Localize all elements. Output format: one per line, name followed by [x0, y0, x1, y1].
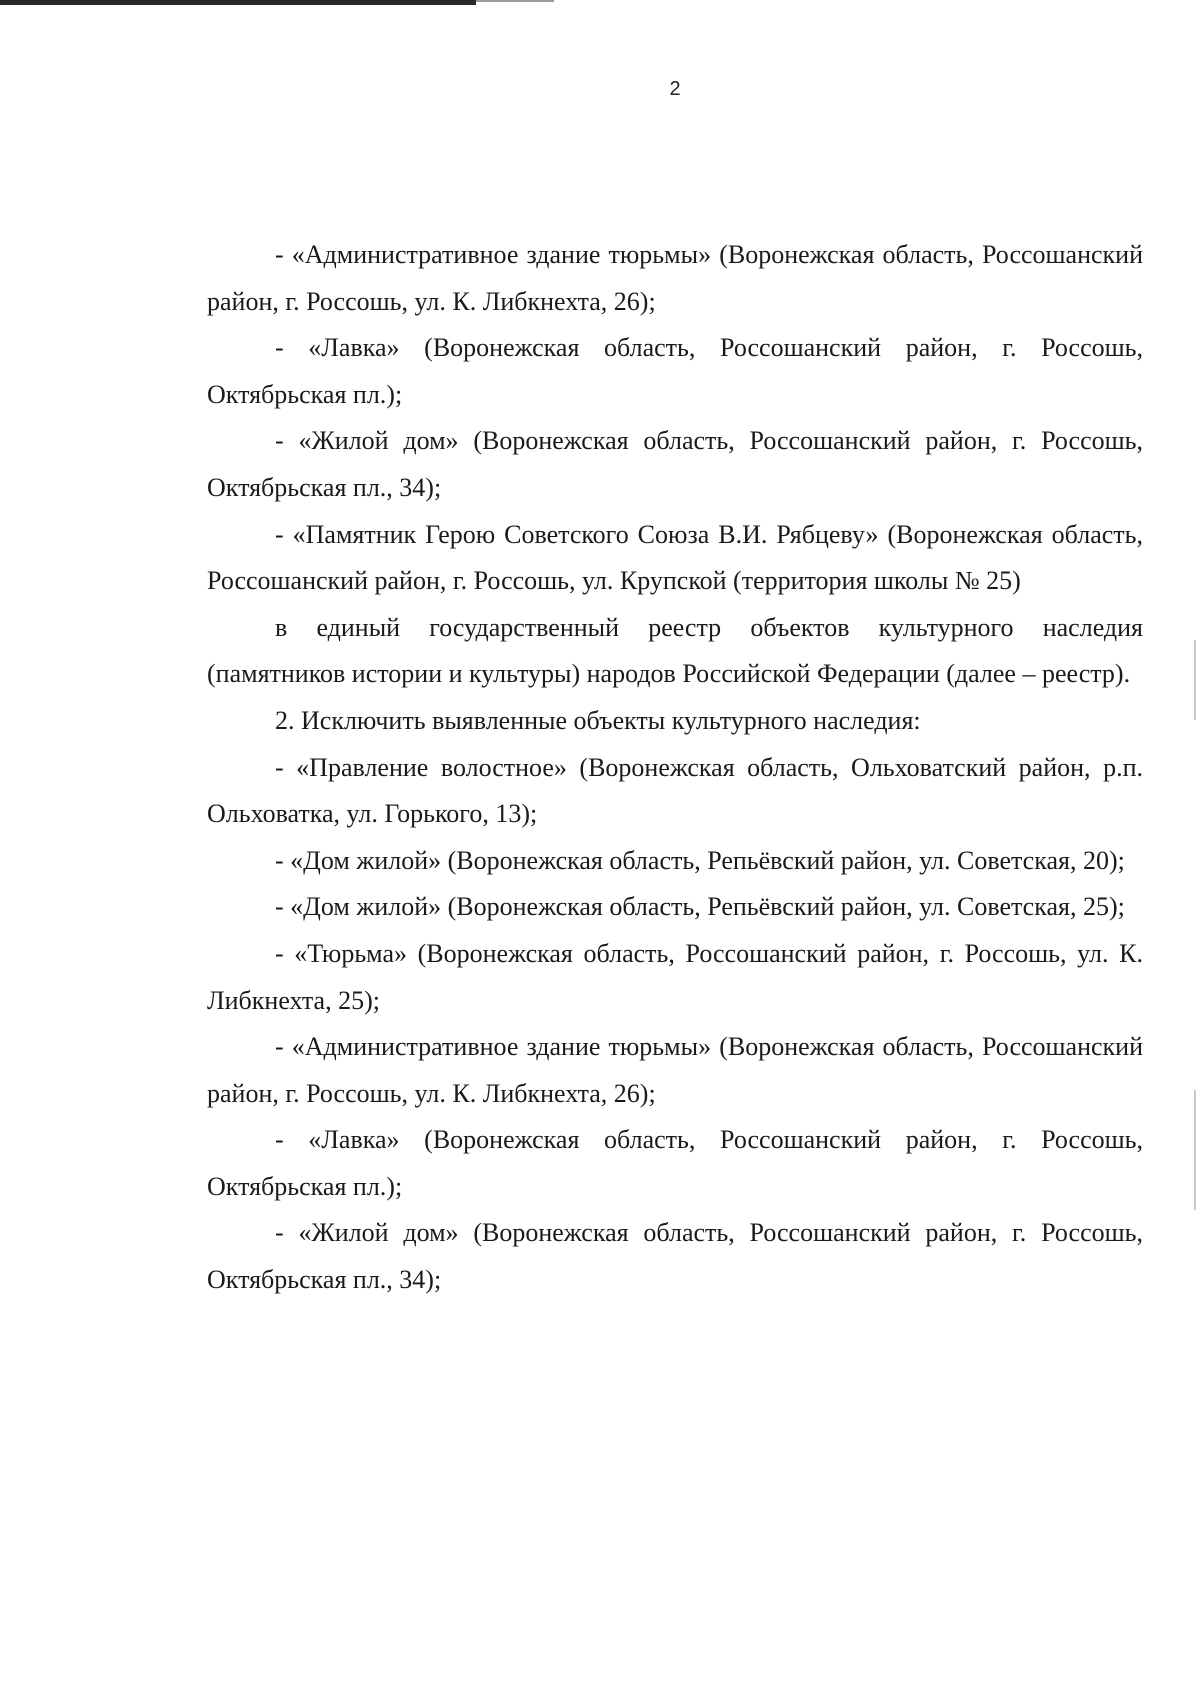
list-item: - «Административное здание тюрьмы» (Воронежская область, Россошанский район, г. Россошь, ул. К. Либкнехта, 26); [207, 240, 1143, 316]
list-item: - «Жилой дом» (Воронежская область, Россошанский район, г. Россошь, Октябрьская пл., 34); [207, 1218, 1143, 1295]
section-heading: 2. Исключить выявленные объекты культурного наследия: [275, 705, 921, 735]
scan-edge-line [0, 0, 476, 5]
list-item: - «Административное здание тюрьмы» (Воронежская область, Россошанский район, г. Россошь, ул. К. Либкнехта, 26); [207, 1032, 1143, 1108]
scan-edge-mark [1194, 1090, 1196, 1210]
document-body [207, 232, 1143, 1304]
list-item: - «Жилой дом» (Воронежская область, Россошанский район, г. Россошь, Октябрьская пл., 34); [207, 426, 1143, 502]
scan-edge-mark [1194, 640, 1196, 720]
list-item: - «Тюрьма» (Воронежская область, Россошанский район, г. Россошь, ул. К. Либкнехта, 25); [207, 938, 1143, 1015]
scan-edge-line-faint [476, 0, 554, 2]
body-paragraph: в единый государственный реестр объектов культурного наследия (памятников истории и культуры) народов Российской Федерации (далее – реестр). [207, 612, 1143, 689]
list-item: - «Лавка» (Воронежская область, Россошанский район, г. Россошь, Октябрьская пл.); [207, 1125, 1143, 1201]
list-item: - «Правление волостное» (Воронежская область, Ольховатский район, р.п. Ольховатка, ул. Горького, 13); [207, 752, 1143, 829]
list-item: - «Дом жилой» (Воронежская область, Репьёвский район, ул. Советская, 25); [275, 892, 1125, 922]
list-item: - «Памятник Герою Советского Союза В.И. Рябцеву» (Воронежская область, Россошанский район, г. Россошь, ул. Крупской (территория школы № 25) [207, 519, 1143, 596]
page-number: 2 [669, 78, 681, 100]
list-item: - «Дом жилой» (Воронежская область, Репьёвский район, ул. Советская, 20); [275, 845, 1125, 875]
list-item: - «Лавка» (Воронежская область, Россошанский район, г. Россошь, Октябрьская пл.); [207, 333, 1143, 409]
